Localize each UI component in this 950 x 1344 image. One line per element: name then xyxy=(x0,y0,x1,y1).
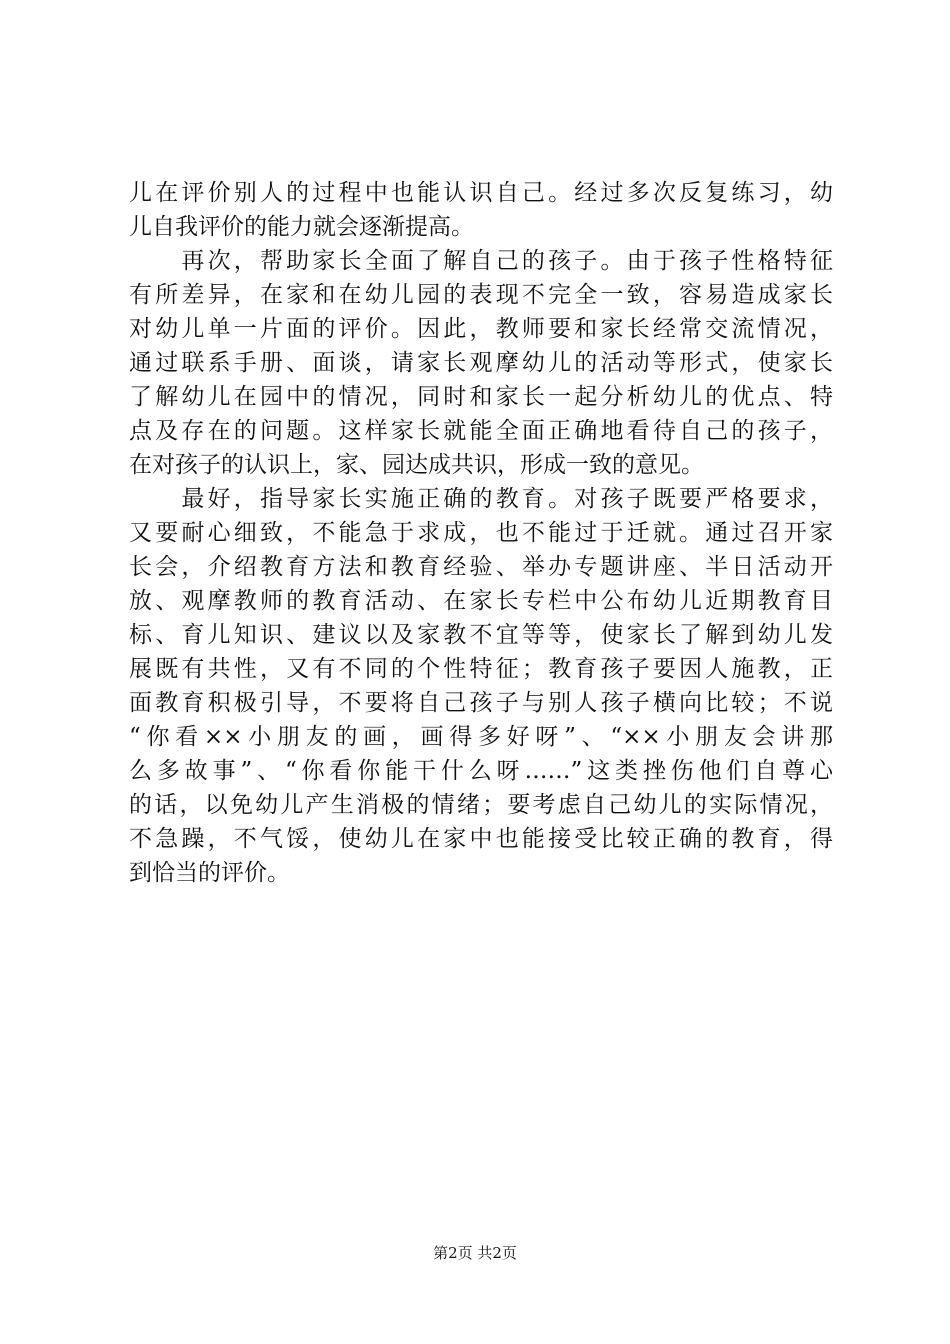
text-line: 放、观摩教师的教育活动、在家长专栏中公布幼儿近期教育目 xyxy=(129,588,833,614)
text-line: 长会，介绍教育方法和教育经验、举办专题讲座、半日活动开 xyxy=(129,554,833,580)
body-text xyxy=(129,176,833,890)
text-line: 通过联系手册、面谈，请家长观摩幼儿的活动等形式，使家长 xyxy=(129,350,833,376)
text-line: 对幼儿单一片面的评价。因此，教师要和家长经常交流情况， xyxy=(129,316,833,342)
text-line: “你看××小朋友的画，画得多好呀”、“××小朋友会讲那 xyxy=(129,724,833,750)
text-line: 有所差异，在家和在幼儿园的表现不完全一致，容易造成家长 xyxy=(129,282,833,308)
text-line: 标、育儿知识、建议以及家教不宜等等，使家长了解到幼儿发 xyxy=(129,622,833,648)
page-footer: 第2页 共2页 xyxy=(433,1244,517,1262)
text-line: 面教育积极引导，不要将自己孩子与别人孩子横向比较；不说 xyxy=(129,690,833,716)
text-line: 展既有共性，又有不同的个性特征；教育孩子要因人施教，正 xyxy=(129,656,833,682)
text-line: 又要耐心细致，不能急于求成，也不能过于迁就。通过召开家 xyxy=(129,520,833,546)
text-line: 了解幼儿在园中的情况，同时和家长一起分析幼儿的优点、特 xyxy=(129,384,833,410)
text-line: 的话，以免幼儿产生消极的情绪；要考虑自己幼儿的实际情况， xyxy=(129,792,833,818)
text-line: 儿在评价别人的过程中也能认识自己。经过多次反复练习，幼 xyxy=(129,180,833,206)
text-line: 到恰当的评价。 xyxy=(129,860,290,886)
text-line: 最好，指导家长实施正确的教育。对孩子既要严格要求， xyxy=(129,486,833,512)
text-line: 么多故事”、“你看你能干什么呀……”这类挫伤他们自尊心 xyxy=(129,758,833,784)
text-line: 不急躁，不气馁，使幼儿在家中也能接受比较正确的教育，得 xyxy=(129,826,833,852)
text-line: 儿自我评价的能力就会逐渐提高。 xyxy=(129,214,474,240)
text-line: 再次，帮助家长全面了解自己的孩子。由于孩子性格特征 xyxy=(129,248,833,274)
text-line: 点及存在的问题。这样家长就能全面正确地看待自己的孩子， xyxy=(129,418,833,444)
text-line: 在对孩子的认识上，家、园达成共识，形成一致的意见。 xyxy=(129,452,704,478)
